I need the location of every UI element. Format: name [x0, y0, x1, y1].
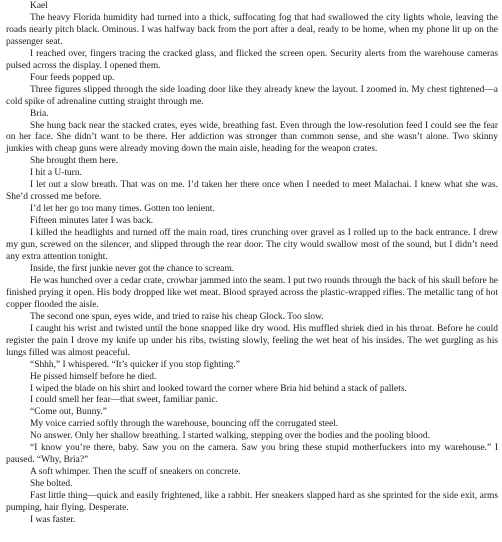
paragraph: I let out a slow breath. That was on me. I’d taken her there once when I needed to meet Malachai. I knew what she was. She’d crossed me before.	[6, 180, 498, 203]
paragraph: “Shhh,” I whispered. “It’s quicker if you stop fighting.”	[30, 359, 240, 370]
paragraph: I was faster.	[30, 514, 76, 525]
paragraph: I killed the headlights and turned off the main road, tires crunching over gravel as I rolled up to the back entrance. I drew my gun, screwed on the silencer, and slipped through the rear door. The city would swallow most of the sound, but I didn’t need any extra attention tonight.	[6, 228, 498, 263]
paragraph: I caught his wrist and twisted until the bone snapped like dry wood. His muffled shriek died in his throat. Before he could register the pain I drove my knife up under his ribs, twisting slowly, feeling the wet heat of his insides. The wet gurgling as his lungs filled was almost peaceful.	[6, 323, 498, 358]
paragraph: I could smell her fear—that sweet, familiar panic.	[30, 395, 218, 406]
paragraph: Four feeds popped up.	[30, 72, 115, 83]
chapter-heading: Kael	[30, 1, 48, 11]
paragraph: She brought them here.	[30, 156, 119, 167]
paragraph: She hung back near the stacked crates, eyes wide, breathing fast. Even through the low-resolution feed I could see the fear on her face. She didn’t want to be there. Her addiction was stronger than common sense, and she wasn’t alone. Two skinny junkies with cheap guns were already moving down the main aisle, heading for the weapon crates.	[6, 120, 498, 155]
paragraph: “I know you’re there, baby. Saw you on the camera. Saw you bring these stupid motherfuckers into my warehouse.” I paused. “Why, Bria?”	[6, 443, 498, 466]
paragraph: I hit a U-turn.	[30, 168, 82, 179]
paragraph: She bolted.	[30, 479, 73, 490]
paragraph: No answer. Only her shallow breathing. I started walking, stepping over the bodies and the pooling blood.	[30, 431, 430, 442]
paragraph: He was hunched over a cedar crate, crowbar jammed into the seam. I put two rounds through the back of his skull before he finished prying it open. His body dropped like wet meat. Blood sprayed across the plastic-wrapped rifles. The metallic tang of hot copper flooded the aisle.	[6, 275, 498, 310]
paragraph: The second one spun, eyes wide, and tried to raise his cheap Glock. Too slow.	[30, 311, 324, 322]
paragraph: Three figures slipped through the side loading door like they already knew the layout. I zoomed in. My chest tightened—a cold spike of adrenaline cutting straight through me.	[6, 84, 498, 107]
paragraph: I reached over, fingers tracing the cracked glass, and flicked the screen open. Security alerts from the warehouse cameras pulsed across the display. I opened them.	[6, 48, 498, 71]
paragraph: The heavy Florida humidity had turned into a thick, suffocating fog that had swallowed the city lights whole, leaving the roads nearly pitch black. Ominous. I was halfway back from the port after a deal, ready to be home, when my phone lit up on the passenger seat.	[6, 12, 498, 47]
paragraph: I’d let her go too many times. Gotten too lenient.	[30, 204, 215, 215]
paragraph: Fast little thing—quick and easily frightened, like a rabbit. Her sneakers slapped hard as she sprinted for the side exit, arms pumping, hair flying. Desperate.	[6, 491, 498, 514]
paragraph: Inside, the first junkie never got the chance to scream.	[30, 263, 235, 274]
paragraph: My voice carried softly through the warehouse, bouncing off the corrugated steel.	[30, 419, 339, 430]
paragraph: Fifteen minutes later I was back.	[30, 216, 154, 227]
paragraph: He pissed himself before he died.	[30, 371, 157, 382]
paragraph: A soft whimper. Then the scuff of sneakers on concrete.	[30, 467, 241, 478]
paragraph: “Come out, Bunny.”	[30, 407, 107, 418]
paragraph: I wiped the blade on his shirt and looked toward the corner where Bria hid behind a stack of pallets.	[30, 383, 407, 394]
paragraph: Bria.	[30, 108, 49, 119]
